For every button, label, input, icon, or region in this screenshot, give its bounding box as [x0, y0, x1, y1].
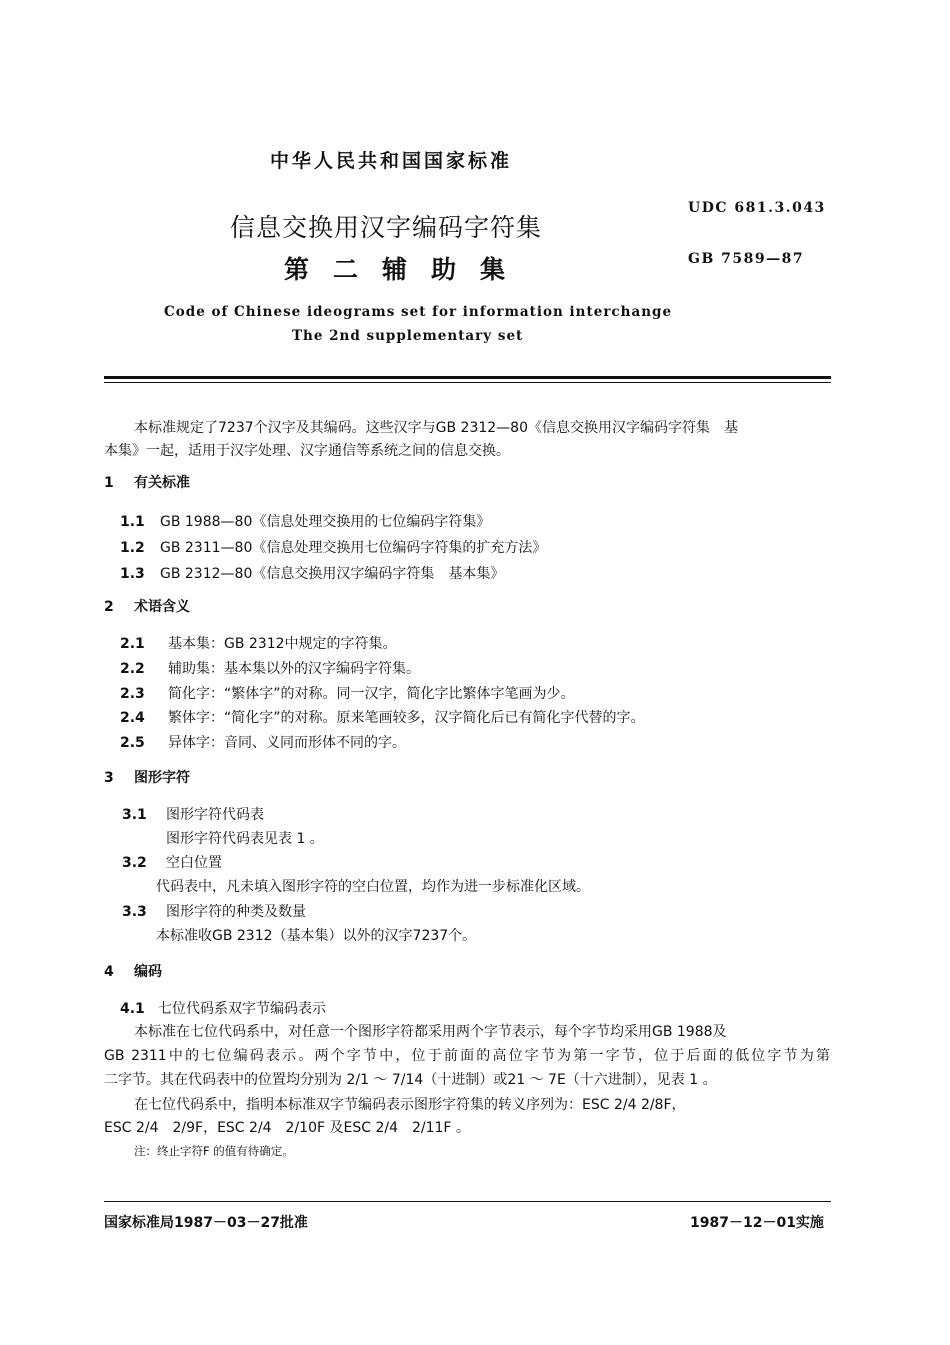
- approval-date: 国家标准局1987－03－27批准: [104, 1215, 308, 1231]
- subsection-title: 图形字符代码表: [166, 807, 264, 823]
- note: 注：终止字符F 的值有待确定。: [134, 1144, 294, 1158]
- subsection-body: 图形字符代码表见表 1 。: [166, 831, 324, 847]
- list-item: [120, 634, 397, 654]
- item-text: 辅助集：基本集以外的汉字编码字符集。: [168, 661, 420, 677]
- header-rule-thick: [104, 376, 831, 379]
- list-item: [120, 708, 645, 728]
- section-number: 2: [104, 599, 114, 615]
- item-number: 1.2: [120, 540, 145, 556]
- list-item: [120, 659, 420, 679]
- section-1-heading: [104, 472, 190, 492]
- para1-line1: 本标准在七位代码系中，对任意一个图形字符都采用两个字节表示，每个字节均采用GB 1988及: [134, 1024, 727, 1040]
- title-cn-line2: 第二辅助集: [284, 255, 530, 284]
- item-number: 1.3: [120, 566, 145, 582]
- subsection-number: 3.1: [122, 807, 147, 823]
- item-number: 2.3: [120, 686, 145, 702]
- list-item: [120, 733, 406, 753]
- subsection-number: 3.2: [122, 855, 147, 871]
- national-standard-label: 中华人民共和国国家标准: [270, 150, 513, 172]
- title-cn-line1: 信息交换用汉字编码字符集: [230, 213, 543, 242]
- footer-rule: [104, 1201, 831, 1202]
- udc-code: UDC 681.3.043: [688, 200, 826, 216]
- item-number: 2.1: [120, 636, 145, 652]
- subsection-title: 七位代码系双字节编码表示: [158, 1001, 326, 1017]
- item-text: 基本集：GB 2312中规定的字符集。: [168, 636, 397, 652]
- section-number: 1: [104, 475, 114, 491]
- para1-line2: GB 2311中的七位编码表示。两个字节中，位于前面的高位字节为第一字节，位于后面的低位字节为第: [104, 1048, 830, 1064]
- subsection-title: 空白位置: [166, 855, 222, 871]
- effective-date: 1987－12－01实施: [690, 1215, 824, 1231]
- list-item: [120, 684, 575, 704]
- section-number: 4: [104, 964, 114, 980]
- subsection-number: 4.1: [120, 1001, 145, 1017]
- title-en-line1: Code of Chinese ideograms set for information interchange: [164, 304, 673, 320]
- item-number: 2.4: [120, 710, 145, 726]
- subsection-number: 3.3: [122, 904, 147, 920]
- subsection-heading: [120, 999, 326, 1019]
- title-en-line2: The 2nd supplementary set: [292, 328, 524, 344]
- section-number: 3: [104, 770, 114, 786]
- item-text: GB 2312—80《信息交换用汉字编码字符集 基本集》: [160, 566, 505, 582]
- list-item: [120, 512, 490, 532]
- subsection-heading: [122, 902, 306, 922]
- list-item: [120, 564, 504, 584]
- intro-line1: 本标准规定了7237个汉字及其编码。这些汉字与GB 2312—80《信息交换用汉字编码字符集 基: [134, 420, 738, 436]
- item-text: GB 1988—80《信息处理交换用的七位编码字符集》: [160, 514, 491, 530]
- section-title: 术语含义: [134, 599, 190, 615]
- item-text: 繁体字：“简化字”的对称。原来笔画较多，汉字简化后已有简化字代替的字。: [168, 710, 645, 726]
- item-text: 简化字：“繁体字”的对称。同一汉字，简化字比繁体字笔画为少。: [168, 686, 575, 702]
- item-number: 1.1: [120, 514, 145, 530]
- para2-line1: 在七位代码系中，指明本标准双字节编码表示图形字符集的转义序列为：ESC 2/4 2/8F，: [134, 1097, 686, 1113]
- para1-line3: 二字节。其在代码表中的位置均分别为 2/1 ～ 7/14（十进制）或21 ～ 7E（十六进制），见表 1 。: [104, 1072, 717, 1088]
- header-rule-thin: [104, 382, 831, 383]
- subsection-title: 图形字符的种类及数量: [166, 904, 306, 920]
- gb-number: GB 7589—87: [688, 251, 805, 267]
- item-number: 2.2: [120, 661, 145, 677]
- item-number: 2.5: [120, 735, 145, 751]
- subsection-heading: [122, 853, 222, 873]
- item-text: 异体字：音同、义同而形体不同的字。: [168, 735, 406, 751]
- section-3-heading: [104, 767, 190, 787]
- section-title: 有关标准: [134, 475, 190, 491]
- subsection-body: 代码表中，凡未填入图形字符的空白位置，均作为进一步标准化区域。: [156, 879, 590, 895]
- section-4-heading: [104, 961, 162, 981]
- section-2-heading: [104, 596, 190, 616]
- list-item: [120, 538, 546, 558]
- section-title: 图形字符: [134, 770, 190, 786]
- para2-line2: ESC 2/4 2/9F，ESC 2/4 2/10F 及ESC 2/4 2/11F 。: [104, 1120, 470, 1136]
- subsection-body: 本标准收GB 2312（基本集）以外的汉字7237个。: [156, 928, 477, 944]
- item-text: GB 2311—80《信息处理交换用七位编码字符集的扩充方法》: [160, 540, 547, 556]
- section-title: 编码: [134, 964, 162, 980]
- intro-line2: 本集》一起，适用于汉字处理、汉字通信等系统之间的信息交换。: [104, 443, 510, 459]
- subsection-heading: [122, 805, 264, 825]
